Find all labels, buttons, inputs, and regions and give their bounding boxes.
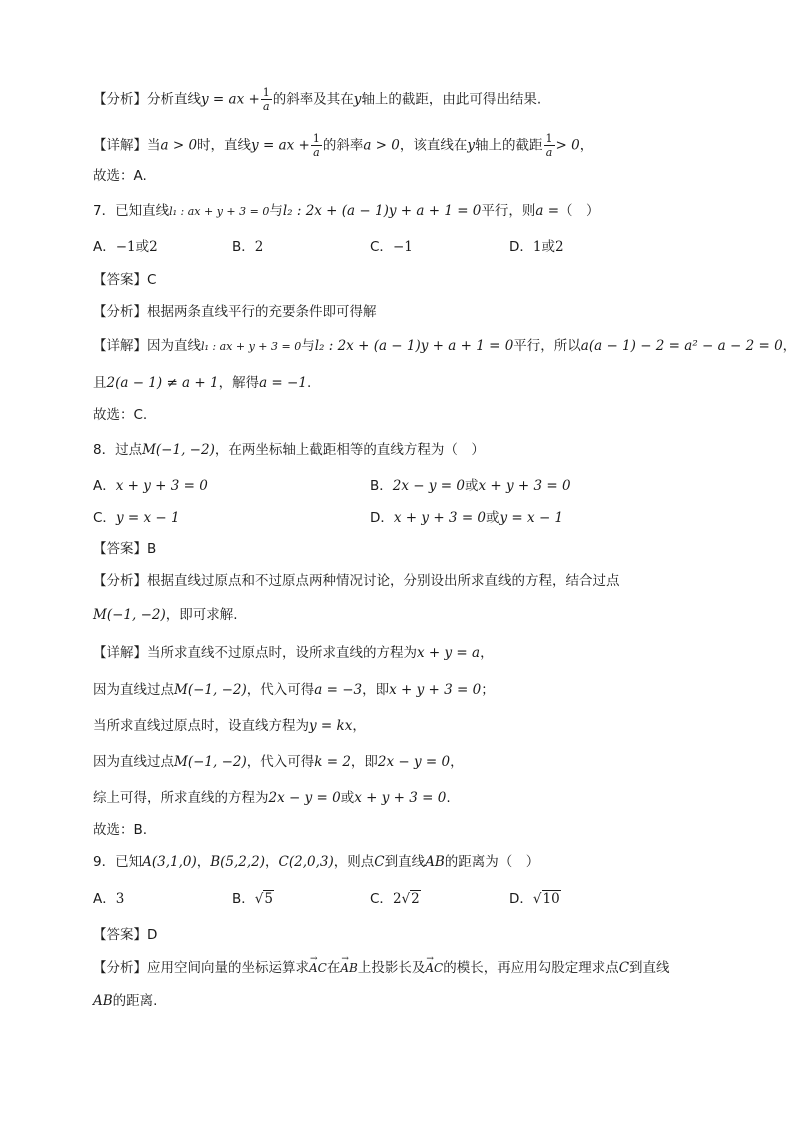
q9-option-c: C．2√2 [370, 891, 420, 907]
q7-option-a: A．−1或2 [93, 239, 158, 255]
q7-analysis: 【分析】根据两条直线平行的充要条件即可得解 [93, 304, 377, 320]
q7-detail-line-2: 且2(a − 1) ≠ a + 1，解得a = −1. [93, 375, 312, 391]
q8-detail-line-4: 因为直线过点M(−1, −2)，代入可得k = 2，即2x − y = 0， [93, 754, 464, 770]
q6-choose: 故选：A. [93, 168, 147, 184]
q8-option-d: D．x + y + 3 = 0或y = x − 1 [370, 510, 564, 526]
q8-detail-line-2: 因为直线过点M(−1, −2)，代入可得a = −3，即x + y + 3 = 0； [93, 682, 495, 698]
q6-detail-line: 【详解】当a > 0时，直线y = ax + $\frac{1}{a}$ 的斜率a > 0，该直线在y轴上的截距 $\frac{1}{a}$ > 0， [93, 132, 594, 159]
q8-option-c: C．y = x − 1 [93, 510, 180, 526]
q7-detail-line: 【详解】因为直线l₁ : ax + y + 3 = 0与l₂ : 2x + (a − 1)y + a + 1 = 0平行，所以a(a − 1) − 2 = a² − a − 2 = 0， [93, 338, 796, 354]
q8-stem: 8．过点M(−1, −2)，在两坐标轴上截距相等的直线方程为（ ） [93, 442, 485, 458]
q9-analysis: 【分析】应用空间向量的坐标运算求→ AC在→ AB上投影长及→ AC的模长，再应用勾股定理求点C到直线 [93, 958, 670, 978]
q8-answer: 【答案】B [93, 541, 157, 557]
q8-choose: 故选：B. [93, 822, 148, 838]
q8-detail-line-5: 综上可得，所求直线的方程为2x − y = 0或x + y + 3 = 0. [93, 790, 451, 806]
vector: → AB [340, 958, 357, 978]
fraction: $\frac{1}{a}$ [312, 132, 320, 159]
sqrt: √5 [254, 891, 273, 907]
q8-option-b: B．2x − y = 0或x + y + 3 = 0 [370, 478, 571, 494]
q9-option-b: B．√5 [232, 891, 273, 907]
equation: y = ax + [201, 91, 260, 108]
q7-answer: 【答案】C [93, 272, 157, 288]
fraction: $\frac{1}{a}$ [262, 86, 270, 113]
detail-tag: 【详解】 [93, 645, 147, 661]
q9-option-d: D．√10 [509, 891, 560, 907]
analysis-tag: 【分析】 [93, 960, 147, 976]
sqrt: √10 [532, 891, 560, 907]
q8-detail-line-3: 当所求直线过原点时，设直线方程为y = kx， [93, 718, 366, 734]
vector: → AC [309, 958, 327, 978]
analysis-tag: 【分析】 [93, 91, 147, 108]
q9-analysis-line-2: AB的距离. [93, 993, 158, 1009]
q7-choose: 故选：C. [93, 407, 148, 423]
q7-option-b: B．2 [232, 239, 264, 255]
q8-option-a: A．x + y + 3 = 0 [93, 478, 208, 494]
q9-option-a: A．3 [93, 891, 125, 907]
fraction: $\frac{1}{a}$ [545, 132, 553, 159]
q7-option-c: C．−1 [370, 239, 413, 255]
q7-stem: 7．已知直线l₁ : ax + y + 3 = 0与l₂ : 2x + (a − 1)y + a + 1 = 0平行，则a =（ ） [93, 203, 600, 219]
detail-tag: 【详解】 [93, 137, 147, 154]
q8-analysis: 【分析】根据直线过原点和不过原点两种情况讨论，分别设出所求直线的方程，结合过点 [93, 573, 620, 589]
q9-answer: 【答案】D [93, 927, 158, 943]
q8-analysis-line-2: M(−1, −2)，即可求解. [93, 607, 238, 623]
q7-option-d: D．1或2 [509, 239, 564, 255]
q9-stem: 9．已知A(3,1,0)，B(5,2,2)，C(2,0,3)，则点C到直线AB的距离为（ ） [93, 854, 540, 870]
q8-detail-line: 【详解】当所求直线不过原点时，设所求直线的方程为x + y = a， [93, 645, 494, 661]
q6-analysis-line: 【分析】分析直线y = ax + $\frac{1}{a}$ 的斜率及其在y轴上的截距，由此可得出结果. [93, 86, 542, 113]
sqrt: √2 [401, 891, 420, 907]
vector: → AC [425, 958, 443, 978]
detail-tag: 【详解】 [93, 338, 147, 354]
